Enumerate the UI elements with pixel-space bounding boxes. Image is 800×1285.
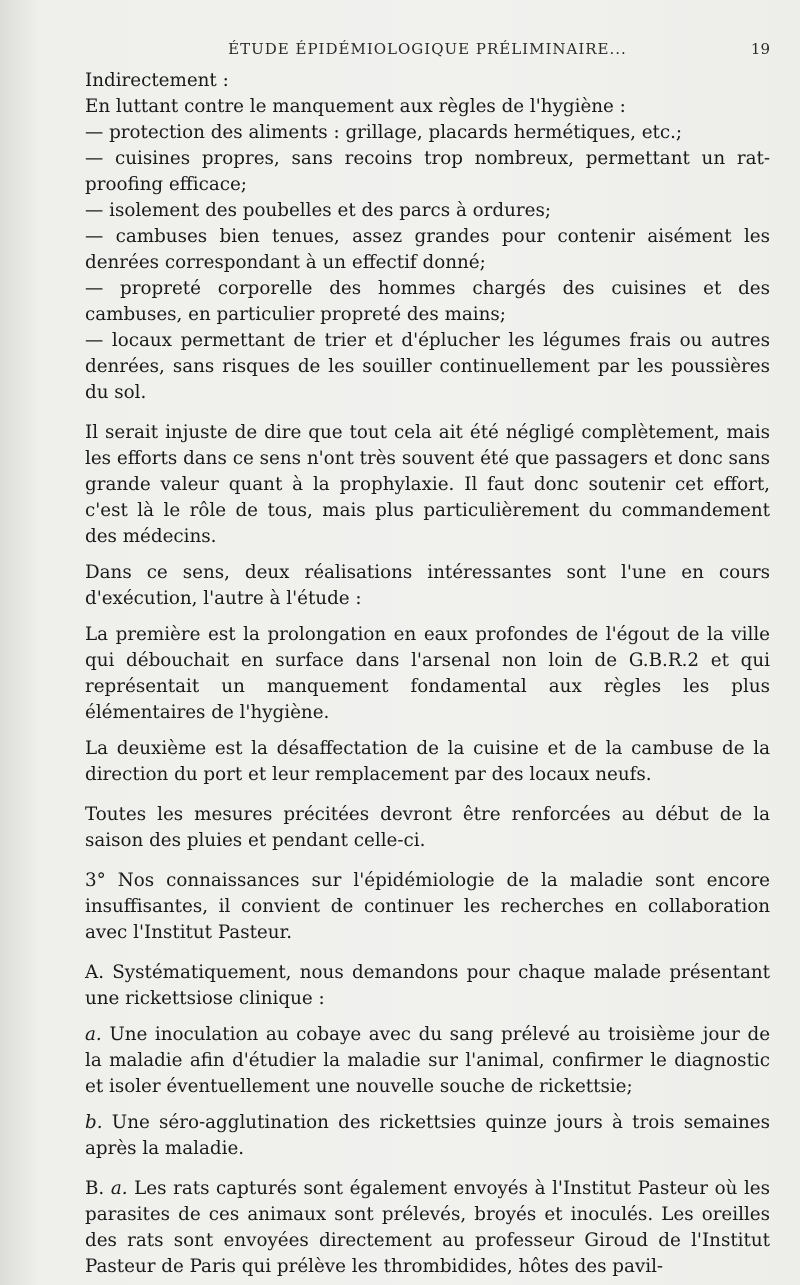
- page-header: [85, 40, 770, 58]
- paragraph: La première est la prolongation en eaux profondes de l'égout de la ville qui débouchait en surface dans l'arsenal non loin de G.B.R.2 et qui représentait un manquement fondamental aux règles les plus élémentaires de l'hygiène.: [85, 624, 770, 723]
- list-item: — propreté corporelle des hommes chargés des cuisines et des cambuses, en particulier propreté des mains;: [85, 278, 770, 325]
- paragraph: Dans ce sens, deux réalisations intéressantes sont l'une en cours d'exécution, l'autre à l'étude :: [85, 562, 770, 609]
- list-item: — isolement des poubelles et des parcs à ordures;: [85, 200, 551, 221]
- list-item: — cambuses bien tenues, assez grandes pour contenir aisément les denrées correspondant à un effectif donné;: [85, 226, 770, 273]
- paragraph: En luttant contre le manquement aux règles de l'hygiène :: [85, 96, 626, 117]
- page-body: [85, 68, 770, 1280]
- section-paragraph: 3° Nos connaissances sur l'épidémiologie de la maladie sont encore insuffisantes, il convient de continuer les recherches en collaboration avec l'Institut Pasteur.: [85, 870, 770, 943]
- enum-label: a.: [110, 1178, 128, 1199]
- paragraph: La deuxième est la désaffectation de la cuisine et de la cambuse de la direction du port et leur remplacement par des locaux neufs.: [85, 738, 770, 785]
- subsection-paragraph: A. Systématiquement, nous demandons pour chaque malade présentant une rickettsiose clinique :: [85, 962, 770, 1009]
- paragraph: Il serait injuste de dire que tout cela ait été négligé complètement, mais les efforts dans ce sens n'ont très souvent été que passagers et donc sans grande valeur quant à la prophylaxie. Il faut donc soutenir cet effort, c'est là le rôle de tous, mais plus particulièrement du commandement des médecins.: [85, 422, 770, 547]
- paragraph: Toutes les mesures précitées devront être renforcées au début de la saison des pluies et pendant celle-ci.: [85, 804, 770, 851]
- enumerated-item: [85, 1110, 770, 1162]
- subsection-paragraph: [85, 1176, 770, 1280]
- enum-text: Une inoculation au cobaye avec du sang prélevé au troisième jour de la maladie afin d'étudier la maladie sur l'animal, confirmer le diagnostic et isoler éventuellement une nouvelle souche de rickettsie;: [85, 1024, 771, 1097]
- enum-label: a.: [85, 1024, 102, 1045]
- page-number: 19: [750, 40, 770, 58]
- running-head: ÉTUDE ÉPIDÉMIOLOGIQUE PRÉLIMINAIRE...: [228, 40, 627, 58]
- enumerated-item: [85, 1022, 770, 1100]
- enum-text: Une séro-agglutination des rickettsies quinze jours à trois semaines après la maladie.: [85, 1112, 771, 1159]
- subsection-prefix: B.: [85, 1178, 105, 1199]
- list-item: — locaux permettant de trier et d'éplucher les légumes frais ou autres denrées, sans risques de les souiller continuellement par les poussières du sol.: [85, 330, 770, 403]
- enum-label: b.: [85, 1112, 103, 1133]
- paragraph: Indirectement :: [85, 70, 229, 91]
- list-item: — protection des aliments : grillage, placards hermétiques, etc.;: [85, 122, 683, 143]
- list-item: — cuisines propres, sans recoins trop nombreux, permettant un rat-proofing efficace;: [85, 148, 770, 195]
- enum-text: Les rats capturés sont également envoyés à l'Institut Pasteur où les parasites de ces animaux sont prélevés, broyés et inoculés. Les oreilles des rats sont envoyées directement au professeur Giroud de l'Institut Pasteur de Paris qui prélève les thrombidides, hôtes des pavil-: [85, 1178, 771, 1277]
